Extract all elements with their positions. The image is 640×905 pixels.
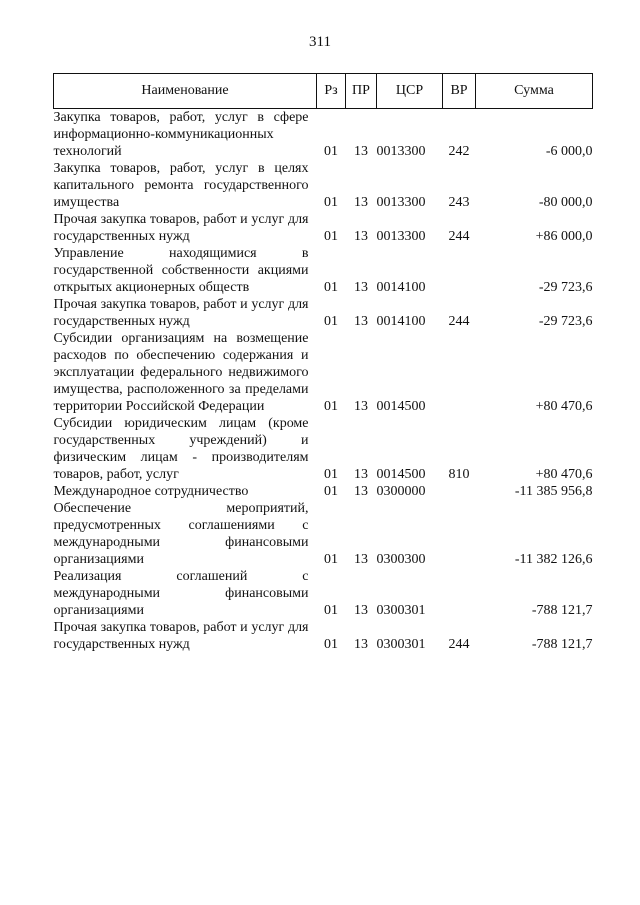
cell-vr: 244 — [448, 229, 470, 244]
cell-sum: -80 000,0 — [538, 195, 593, 210]
cell-rz: 01 — [324, 229, 338, 244]
cell-sum: -788 121,7 — [531, 603, 593, 618]
cell-name — [54, 483, 317, 500]
cell-pr: 13 — [354, 637, 368, 652]
row-name-text: Международное сотрудничество — [53, 484, 249, 499]
cell-name — [54, 330, 317, 415]
cell-csr: 0300000 — [376, 484, 426, 499]
cell-pr: 13 — [354, 484, 368, 499]
cell-pr: 13 — [354, 399, 368, 414]
cell-rz: 01 — [324, 195, 338, 210]
header-sum: Сумма — [476, 74, 593, 109]
cell-vr: 242 — [448, 144, 470, 159]
cell-csr: 0014500 — [376, 467, 426, 482]
cell-pr: 13 — [354, 552, 368, 567]
table-row — [54, 160, 593, 211]
cell-rz: 01 — [324, 280, 338, 295]
cell-rz: 01 — [324, 467, 338, 482]
row-name-text: Прочая закупка товаров, работ и услуг для государственных нужд — [53, 212, 309, 244]
cell-csr: 0013300 — [376, 144, 426, 159]
cell-sum: -788 121,7 — [531, 637, 593, 652]
table-row — [54, 109, 593, 161]
cell-pr: 13 — [354, 603, 368, 618]
budget-table — [53, 73, 593, 653]
header-pr: ПР — [346, 74, 377, 109]
table-row — [54, 296, 593, 330]
cell-name — [54, 296, 317, 330]
cell-sum: -11 382 126,6 — [514, 552, 593, 567]
cell-vr — [443, 568, 476, 619]
cell-rz: 01 — [324, 637, 338, 652]
cell-rz: 01 — [324, 552, 338, 567]
cell-sum: -11 385 956,8 — [514, 484, 593, 499]
cell-csr: 0300301 — [376, 637, 426, 652]
cell-pr: 13 — [354, 280, 368, 295]
row-name-text: Управление находящимися в государственной собственности акциями открытых акционерных обществ — [53, 246, 309, 295]
cell-pr: 13 — [354, 229, 368, 244]
cell-name — [54, 619, 317, 653]
cell-csr: 0300300 — [376, 552, 426, 567]
cell-vr — [443, 500, 476, 568]
cell-name — [54, 245, 317, 296]
row-name-text: Реализация соглашений с международными финансовыми организациями — [53, 569, 309, 618]
cell-vr: 810 — [448, 467, 470, 482]
cell-csr: 0013300 — [376, 229, 426, 244]
header-vr: ВР — [443, 74, 476, 109]
table-row — [54, 568, 593, 619]
table-row — [54, 500, 593, 568]
row-name-text: Субсидии юридическим лицам (кроме государственных учреждений) и физическим лицам - производителям товаров, работ, услуг — [53, 416, 309, 482]
cell-csr: 0014100 — [376, 280, 426, 295]
row-name-text: Прочая закупка товаров, работ и услуг для государственных нужд — [53, 297, 309, 329]
table-row — [54, 483, 593, 500]
cell-rz: 01 — [324, 603, 338, 618]
table-row — [54, 245, 593, 296]
cell-vr — [443, 483, 476, 500]
cell-vr — [443, 330, 476, 415]
cell-sum: -6 000,0 — [545, 144, 593, 159]
cell-name — [54, 211, 317, 245]
cell-vr: 244 — [448, 314, 470, 329]
cell-name — [54, 109, 317, 161]
cell-name — [54, 415, 317, 483]
page-number: 311 — [309, 34, 331, 50]
header-csr: ЦСР — [377, 74, 443, 109]
header-name: Наименование — [54, 74, 317, 109]
cell-vr — [443, 245, 476, 296]
cell-sum: +86 000,0 — [535, 229, 593, 244]
cell-pr: 13 — [354, 144, 368, 159]
cell-csr: 0014100 — [376, 314, 426, 329]
table-row — [54, 211, 593, 245]
cell-name — [54, 500, 317, 568]
cell-sum: +80 470,6 — [535, 399, 593, 414]
row-name-text: Субсидии организациям на возмещение расходов по обеспечению содержания и эксплуатации федерального недвижимого имущества, расположенного за пределами территории Российской Федерации — [53, 331, 309, 414]
row-name-text: Обеспечение мероприятий, предусмотренных соглашениями с международными финансовыми организациями — [53, 501, 309, 567]
cell-rz: 01 — [324, 314, 338, 329]
cell-rz: 01 — [324, 484, 338, 499]
cell-sum: -29 723,6 — [538, 280, 593, 295]
row-name-text: Прочая закупка товаров, работ и услуг для государственных нужд — [53, 620, 309, 652]
cell-vr: 244 — [448, 637, 470, 652]
table-row — [54, 330, 593, 415]
cell-name — [54, 160, 317, 211]
cell-csr: 0014500 — [376, 399, 426, 414]
table-header-row — [54, 74, 593, 109]
cell-csr: 0300301 — [376, 603, 426, 618]
cell-sum: +80 470,6 — [535, 467, 593, 482]
table-row — [54, 415, 593, 483]
cell-pr: 13 — [354, 195, 368, 210]
cell-pr: 13 — [354, 467, 368, 482]
cell-pr: 13 — [354, 314, 368, 329]
cell-name — [54, 568, 317, 619]
row-name-text: Закупка товаров, работ, услуг в сфере информационно-коммуникационных технологий — [53, 110, 309, 159]
cell-vr: 243 — [448, 195, 470, 210]
row-name-text: Закупка товаров, работ, услуг в целях капитального ремонта государственного имущества — [53, 161, 309, 210]
cell-rz: 01 — [324, 399, 338, 414]
cell-csr: 0013300 — [376, 195, 426, 210]
header-rz: Рз — [317, 74, 346, 109]
cell-sum: -29 723,6 — [538, 314, 593, 329]
table-row — [54, 619, 593, 653]
cell-rz: 01 — [324, 144, 338, 159]
